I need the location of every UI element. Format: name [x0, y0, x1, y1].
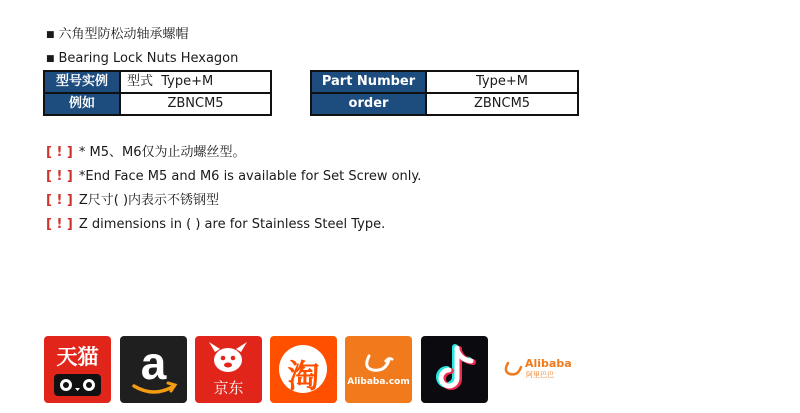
- amazon-logo-text: a: [140, 337, 167, 389]
- bullet-square: ■: [46, 54, 55, 64]
- note-text: *End Face M5 and M6 is available for Set Screw only.: [78, 169, 422, 184]
- part-code-table-cn: [43, 70, 272, 116]
- alibaba-logo[interactable]: [345, 336, 412, 403]
- alibaba-small-subtext: 阿里巴巴: [526, 371, 554, 379]
- tmall-cat-face-icon: [44, 336, 111, 403]
- heading-en: [46, 51, 238, 68]
- tiktok-note-icon: [421, 336, 488, 403]
- heading-cn-text: 六角型防松动轴承螺帽: [58, 27, 189, 42]
- note-item: [46, 144, 421, 168]
- amazon-logo[interactable]: [120, 336, 187, 403]
- table-header-cell: Part Number: [311, 71, 426, 93]
- note-item: [46, 168, 421, 192]
- taobao-logo-text: 淘: [287, 357, 320, 395]
- store-logos: [44, 336, 584, 404]
- warning-marker: [ ! ]: [46, 145, 73, 160]
- tmall-logo[interactable]: [44, 336, 111, 403]
- tiktok-logo[interactable]: [421, 336, 488, 403]
- jd-logo[interactable]: [195, 336, 262, 403]
- note-item: [46, 216, 421, 240]
- table-header-cell: 型号实例: [44, 71, 120, 93]
- table-row: [44, 71, 271, 93]
- alibaba-small-text: Alibaba: [525, 357, 572, 370]
- note-text: Z dimensions in ( ) are for Stainless Steel Type.: [78, 217, 386, 232]
- bullet-square: ■: [46, 30, 55, 40]
- heading-cn: [46, 27, 189, 44]
- notes-list: [46, 144, 421, 240]
- heading-en-text: Bearing Lock Nuts Hexagon: [58, 51, 239, 66]
- note-text: * M5、M6仅为止动螺丝型。: [78, 145, 246, 160]
- note-text: Z尺寸( )内表示不锈钢型: [78, 193, 220, 208]
- table-row: [311, 93, 578, 115]
- alibaba-smile-icon: [345, 336, 412, 403]
- table-value-cell: 型式 Type+M: [120, 71, 271, 93]
- part-code-table-en: [310, 70, 579, 116]
- alibaba-logo-text: Alibaba.com: [347, 377, 410, 387]
- jd-logo-text: 京东: [213, 379, 244, 397]
- table-header-cell: order: [311, 93, 426, 115]
- table-value-cell: Type+M: [426, 71, 578, 93]
- note-item: [46, 192, 421, 216]
- alibaba-1688-logo[interactable]: [497, 336, 587, 403]
- alibaba-small-smile-icon: [501, 358, 525, 382]
- tmall-logo-text: 天猫: [56, 345, 99, 369]
- taobao-logo[interactable]: [270, 336, 337, 403]
- table-value-cell: ZBNCM5: [426, 93, 578, 115]
- table-value-cell: ZBNCM5: [120, 93, 271, 115]
- table-row: [311, 71, 578, 93]
- warning-marker: [ ! ]: [46, 169, 73, 184]
- amazon-smile-arrow-icon: [120, 336, 187, 403]
- table-row: [44, 93, 271, 115]
- table-header-cell: 例如: [44, 93, 120, 115]
- warning-marker: [ ! ]: [46, 217, 73, 232]
- warning-marker: [ ! ]: [46, 193, 73, 208]
